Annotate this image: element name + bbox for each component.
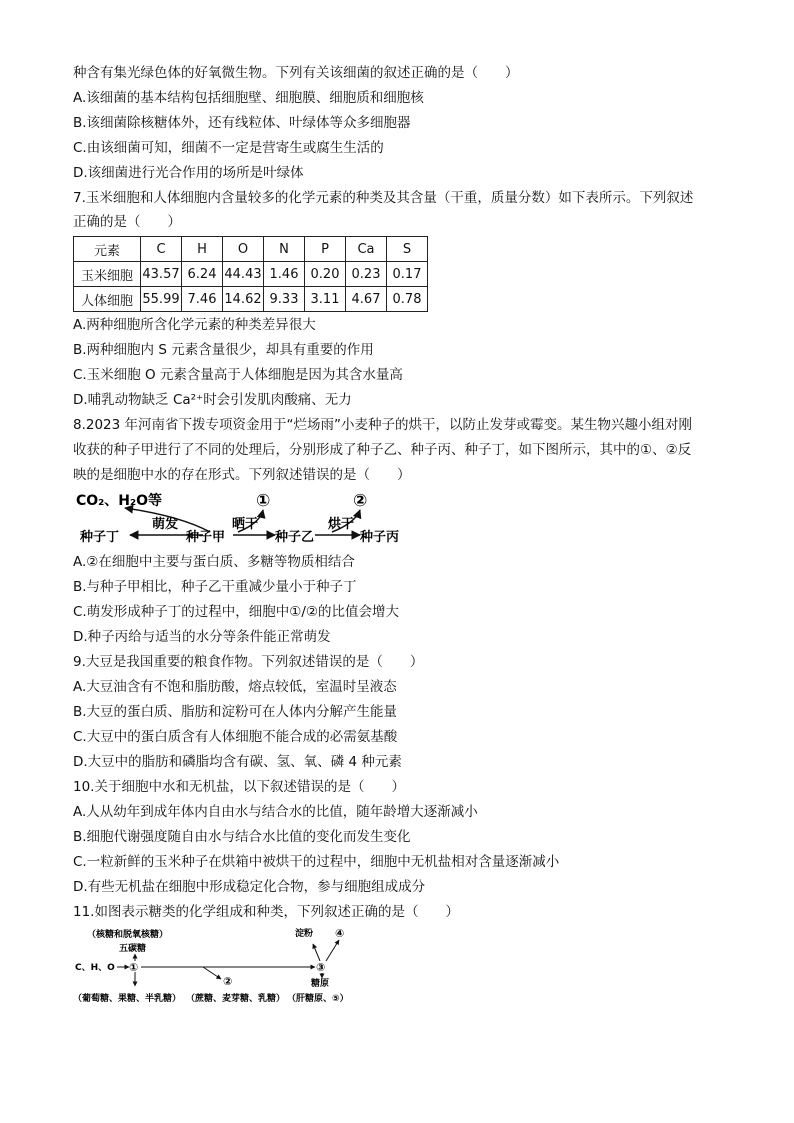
water-form-2-label: ② <box>353 491 368 511</box>
q6-option-c: C.由该细菌可知，细菌不一定是营寄生或腐生生活的 <box>73 140 384 156</box>
table-cell: 0.20 <box>305 262 346 287</box>
table-header-row <box>74 237 428 262</box>
q6-stem-tail: 种含有集光绿色体的好氧微生物。下列有关该细菌的叙述正确的是（ ） <box>73 65 519 81</box>
q9-stem: 9.大豆是我国重要的粮食作物。下列叙述错误的是（ ） <box>73 654 424 670</box>
table-cell: 0.23 <box>346 262 387 287</box>
q7-stem: 7.玉米细胞和人体细胞内含量较多的化学元素的种类及其含量（干重，质量分数）如下表所示。下列叙述 <box>73 190 694 206</box>
q7-stem-2: 正确的是（ ） <box>73 214 181 230</box>
table-cell: 4.67 <box>346 287 387 312</box>
q7-option-a: A.两种细胞所含化学元素的种类差异很大 <box>73 317 316 333</box>
sugar-classification-diagram <box>73 924 373 1004</box>
table-cell: 9.33 <box>264 287 305 312</box>
table-cell: 3.11 <box>305 287 346 312</box>
table-cell: 14.62 <box>223 287 264 312</box>
table-cell: 玉米细胞 <box>74 262 141 287</box>
table-cell: C <box>141 237 182 262</box>
glycogen-list: （肝糖原、⑤） <box>287 994 349 1004</box>
q7-option-b: B.两种细胞内 S 元素含量很少，却具有重要的作用 <box>73 342 374 358</box>
table-cell: 55.99 <box>141 287 182 312</box>
q6-option-b: B.该细菌除核糖体外，还有线粒体、叶绿体等众多细胞器 <box>73 115 411 131</box>
co2-h2o-label: CO₂、H₂O等 <box>76 493 163 509</box>
table-cell: 人体细胞 <box>74 287 141 312</box>
ribose-label: （核糖和脱氧核糖） <box>87 930 169 940</box>
q9-option-c: C.大豆中的蛋白质含有人体细胞不能合成的必需氨基酸 <box>73 729 398 745</box>
q11-stem: 11.如图表示糖类的化学组成和种类，下列叙述正确的是（ ） <box>73 904 459 920</box>
q8-option-a: A.②在细胞中主要与蛋白质、多糖等物质相结合 <box>73 554 355 570</box>
table-cell: 44.43 <box>223 262 264 287</box>
q9-option-d: D.大豆中的脂肪和磷脂均含有碳、氢、氧、磷 4 种元素 <box>73 754 402 770</box>
q6-option-a: A.该细菌的基本结构包括细胞壁、细胞膜、细胞质和细胞核 <box>73 90 424 106</box>
table-cell: 7.46 <box>182 287 223 312</box>
q10-option-b: B.细胞代谢强度随自由水与结合水比值的变化而发生变化 <box>73 829 411 845</box>
pentose-label: 五碳糖 <box>119 944 147 954</box>
table-cell: 0.17 <box>387 262 428 287</box>
table-cell: 1.46 <box>264 262 305 287</box>
oven-dry-label: 烘干 <box>328 517 355 532</box>
q6-option-d: D.该细菌进行光合作用的场所是叶绿体 <box>73 165 304 181</box>
table-row <box>74 287 428 312</box>
element-table <box>73 236 428 312</box>
table-row <box>74 262 428 287</box>
q10-option-a: A.人从幼年到成年体内自由水与结合水的比值，随年龄增大逐渐减小 <box>73 804 478 820</box>
seed-process-diagram <box>70 488 410 548</box>
germinate-label: 萌发 <box>152 517 179 532</box>
starch-label: 淀粉 <box>295 929 314 939</box>
sun-dry-label: 晒干 <box>232 517 259 532</box>
q7-option-c: C.玉米细胞 O 元素含量高于人体细胞是因为其含水量高 <box>73 367 403 383</box>
table-cell: N <box>264 237 305 262</box>
disaccharide-list: （蔗糖、麦芽糖、乳糖） <box>186 994 286 1004</box>
water-form-1-label: ① <box>256 491 271 511</box>
node-4-label: ④ <box>335 927 345 940</box>
glycogen-label: 糖原 <box>311 979 330 989</box>
monosaccharide-list: （葡萄糖、果糖、半乳糖） <box>73 994 182 1004</box>
q9-option-b: B.大豆的蛋白质、脂肪和淀粉可在人体内分解产生能量 <box>73 704 398 720</box>
table-cell: 元素 <box>74 237 141 262</box>
table-cell: S <box>387 237 428 262</box>
q8-stem-2: 收获的种子甲进行了不同的处理后，分别形成了种子乙、种子丙、种子丁，如下图所示，其中的①、②反 <box>73 442 692 458</box>
node-3-label: ③ <box>316 961 326 974</box>
q8-stem-3: 映的是细胞中水的存在形式。下列叙述错误的是（ ） <box>73 467 411 483</box>
table-cell: Ca <box>346 237 387 262</box>
table-cell: P <box>305 237 346 262</box>
seed-yi-label: 种子乙 <box>275 530 315 545</box>
seed-ding-label: 种子丁 <box>80 530 120 545</box>
q9-option-a: A.大豆油含有不饱和脂肪酸，熔点较低，室温时呈液态 <box>73 679 397 695</box>
table-cell: 6.24 <box>182 262 223 287</box>
q8-option-c: C.萌发形成种子丁的过程中，细胞中①/②的比值会增大 <box>73 604 399 620</box>
q7-option-d: D.哺乳动物缺乏 Ca²⁺时会引发肌肉酸痛、无力 <box>73 392 352 408</box>
table-cell: O <box>223 237 264 262</box>
cho-label: C、H、O <box>75 963 115 973</box>
table-cell: 43.57 <box>141 262 182 287</box>
seed-bing-label: 种子丙 <box>360 530 400 545</box>
q8-option-d: D.种子丙给与适当的水分等条件能正常萌发 <box>73 629 331 645</box>
table-cell: H <box>182 237 223 262</box>
table-cell: 0.78 <box>387 287 428 312</box>
q10-option-d: D.有些无机盐在细胞中形成稳定化合物，参与细胞组成成分 <box>73 879 426 895</box>
q8-option-b: B.与种子甲相比，种子乙干重减少量小于种子丁 <box>73 579 357 595</box>
q10-option-c: C.一粒新鲜的玉米种子在烘箱中被烘干的过程中，细胞中无机盐相对含量逐渐减小 <box>73 854 560 870</box>
seed-jia-label: 种子甲 <box>186 530 226 545</box>
q10-stem: 10.关于细胞中水和无机盐，以下叙述错误的是（ ） <box>73 779 405 795</box>
node-1-label: ① <box>129 961 139 974</box>
q8-stem: 8.2023 年河南省下拨专项资金用于“烂场雨”小麦种子的烘干，以防止发芽或霉变。某生物兴趣小组对刚 <box>73 417 693 433</box>
node-2-label: ② <box>223 975 233 988</box>
